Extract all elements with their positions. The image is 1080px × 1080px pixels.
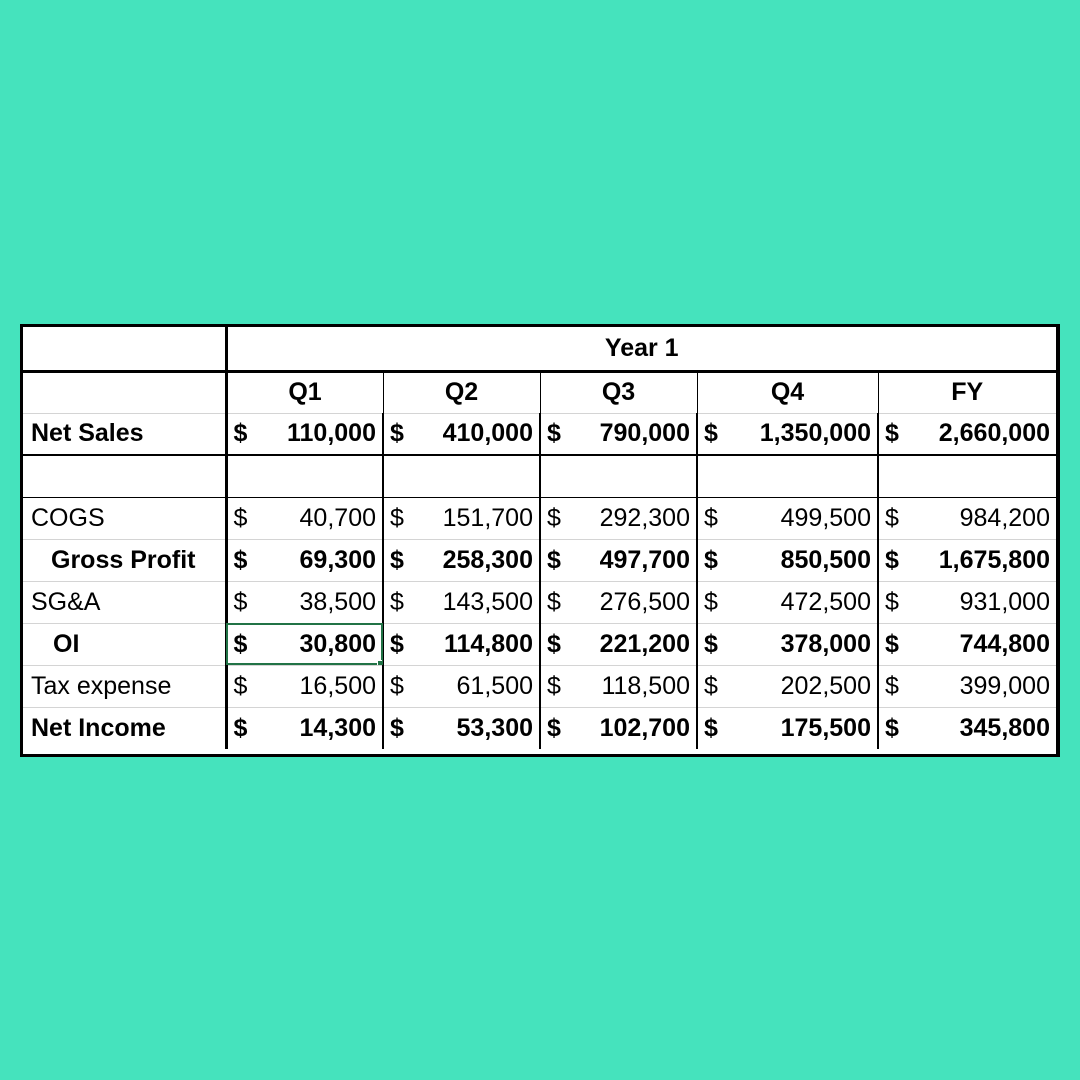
cell-blank-q3[interactable] bbox=[540, 455, 697, 497]
cell-gross-profit-fy[interactable] bbox=[878, 539, 1056, 581]
cell-sga-fy[interactable] bbox=[878, 581, 1056, 623]
currency-symbol: $ bbox=[547, 629, 561, 658]
currency-symbol: $ bbox=[704, 503, 718, 532]
cell-oi-q1-selected[interactable] bbox=[226, 623, 383, 665]
cell-value: 410,000 bbox=[442, 419, 533, 448]
row-tax-expense bbox=[23, 665, 1056, 707]
currency-symbol: $ bbox=[390, 629, 404, 658]
fill-handle[interactable] bbox=[377, 660, 383, 666]
currency-symbol: $ bbox=[390, 587, 404, 616]
cell-sga-q1[interactable] bbox=[226, 581, 383, 623]
cell-net-income-q1[interactable] bbox=[226, 707, 383, 749]
row-label-cogs[interactable]: COGS bbox=[23, 497, 226, 539]
cell-value: 258,300 bbox=[442, 545, 533, 574]
row-label-tax-expense[interactable]: Tax expense bbox=[23, 665, 226, 707]
cell-value: 499,500 bbox=[780, 503, 871, 532]
cell-value: 378,000 bbox=[780, 629, 871, 658]
currency-symbol: $ bbox=[233, 503, 248, 532]
cell-value: 30,800 bbox=[299, 629, 376, 658]
currency-symbol: $ bbox=[233, 629, 248, 658]
cell-value: 202,500 bbox=[780, 671, 871, 700]
currency-symbol: $ bbox=[233, 419, 248, 448]
cell-value: 1,350,000 bbox=[759, 419, 871, 448]
cell-value: 143,500 bbox=[442, 587, 533, 616]
cell-net-sales-q3[interactable] bbox=[540, 413, 697, 455]
currency-symbol: $ bbox=[704, 419, 718, 448]
cell-gross-profit-q3[interactable] bbox=[540, 539, 697, 581]
cell-net-income-fy[interactable] bbox=[878, 707, 1056, 749]
cell-tax-expense-q2[interactable] bbox=[383, 665, 540, 707]
cell-value: 984,200 bbox=[959, 503, 1050, 532]
currency-symbol: $ bbox=[233, 713, 248, 742]
cell-cogs-q2[interactable] bbox=[383, 497, 540, 539]
cell-value: 399,000 bbox=[959, 671, 1050, 700]
row-label-gross-profit[interactable]: Gross Profit bbox=[23, 539, 226, 581]
column-header-q3[interactable]: Q3 bbox=[540, 371, 697, 413]
currency-symbol: $ bbox=[547, 713, 561, 742]
spreadsheet-grid bbox=[20, 324, 1060, 757]
cell-sga-q2[interactable] bbox=[383, 581, 540, 623]
row-oi bbox=[23, 623, 1056, 665]
currency-symbol: $ bbox=[885, 587, 899, 616]
cell-sga-q3[interactable] bbox=[540, 581, 697, 623]
currency-symbol: $ bbox=[885, 713, 899, 742]
currency-symbol: $ bbox=[233, 671, 248, 700]
cell-quarter-label[interactable] bbox=[23, 371, 226, 413]
cell-oi-fy[interactable] bbox=[878, 623, 1056, 665]
year-header[interactable]: Year 1 bbox=[226, 327, 1056, 371]
cell-net-income-q4[interactable] bbox=[697, 707, 878, 749]
currency-symbol: $ bbox=[885, 503, 899, 532]
row-label-net-income[interactable]: Net Income bbox=[23, 707, 226, 749]
cell-value: 61,500 bbox=[456, 671, 533, 700]
cell-value: 16,500 bbox=[299, 671, 376, 700]
row-label-oi[interactable]: OI bbox=[23, 623, 226, 665]
cell-tax-expense-q3[interactable] bbox=[540, 665, 697, 707]
column-header-q1[interactable]: Q1 bbox=[226, 371, 383, 413]
column-header-fy[interactable]: FY bbox=[878, 371, 1056, 413]
row-label-sga[interactable]: SG&A bbox=[23, 581, 226, 623]
cell-value: 118,500 bbox=[601, 671, 690, 700]
cell-value: 102,700 bbox=[599, 713, 690, 742]
cell-blank-q2[interactable] bbox=[383, 455, 540, 497]
cell-value: 292,300 bbox=[599, 503, 690, 532]
cell-tax-expense-q1[interactable] bbox=[226, 665, 383, 707]
currency-symbol: $ bbox=[885, 545, 899, 574]
cell-net-sales-q2[interactable] bbox=[383, 413, 540, 455]
column-header-q4[interactable]: Q4 bbox=[697, 371, 878, 413]
row-net-sales bbox=[23, 413, 1056, 455]
currency-symbol: $ bbox=[390, 503, 404, 532]
currency-symbol: $ bbox=[704, 629, 718, 658]
cell-value: 276,500 bbox=[599, 587, 690, 616]
cell-value: 110,000 bbox=[287, 419, 376, 448]
cell-net-sales-q4[interactable] bbox=[697, 413, 878, 455]
cell-tax-expense-q4[interactable] bbox=[697, 665, 878, 707]
cell-net-income-q2[interactable] bbox=[383, 707, 540, 749]
currency-symbol: $ bbox=[885, 671, 899, 700]
cell-value: 345,800 bbox=[959, 713, 1050, 742]
currency-symbol: $ bbox=[547, 545, 561, 574]
column-header-q2[interactable]: Q2 bbox=[383, 371, 540, 413]
currency-symbol: $ bbox=[704, 713, 718, 742]
currency-symbol: $ bbox=[547, 503, 561, 532]
currency-symbol: $ bbox=[704, 671, 718, 700]
cell-net-sales-fy[interactable] bbox=[878, 413, 1056, 455]
cell-blank-q1[interactable] bbox=[226, 455, 383, 497]
row-cogs bbox=[23, 497, 1056, 539]
currency-symbol: $ bbox=[233, 587, 248, 616]
cell-value: 114,800 bbox=[444, 629, 533, 658]
cell-cogs-q3[interactable] bbox=[540, 497, 697, 539]
cell-value: 151,700 bbox=[442, 503, 533, 532]
currency-symbol: $ bbox=[547, 419, 561, 448]
cell-value: 40,700 bbox=[299, 503, 376, 532]
cell-value: 790,000 bbox=[599, 419, 690, 448]
cell-tax-expense-fy[interactable] bbox=[878, 665, 1056, 707]
cell-value: 744,800 bbox=[959, 629, 1050, 658]
cell-value: 38,500 bbox=[299, 587, 376, 616]
cell-net-sales-q1[interactable] bbox=[226, 413, 383, 455]
cell-value: 69,300 bbox=[299, 545, 376, 574]
row-label-blank[interactable] bbox=[23, 455, 226, 497]
row-blank bbox=[23, 455, 1056, 497]
cell-value: 53,300 bbox=[456, 713, 533, 742]
currency-symbol: $ bbox=[390, 671, 404, 700]
currency-symbol: $ bbox=[885, 629, 899, 658]
row-label-net-sales[interactable]: Net Sales bbox=[23, 413, 226, 455]
cell-value: 850,500 bbox=[780, 545, 871, 574]
currency-symbol: $ bbox=[390, 545, 404, 574]
cell-value: 472,500 bbox=[780, 587, 871, 616]
row-net-income bbox=[23, 707, 1056, 749]
cell-value: 1,675,800 bbox=[938, 545, 1050, 574]
cell-oi-q4[interactable] bbox=[697, 623, 878, 665]
cell-value: 931,000 bbox=[959, 587, 1050, 616]
cell-corner[interactable] bbox=[23, 327, 226, 371]
cell-value: 221,200 bbox=[599, 629, 690, 658]
cell-value: 2,660,000 bbox=[938, 419, 1050, 448]
cell-cogs-q1[interactable] bbox=[226, 497, 383, 539]
income-statement-table bbox=[23, 327, 1056, 749]
currency-symbol: $ bbox=[885, 419, 899, 448]
row-sga bbox=[23, 581, 1056, 623]
cell-net-income-q3[interactable] bbox=[540, 707, 697, 749]
currency-symbol: $ bbox=[390, 713, 404, 742]
cell-gross-profit-q2[interactable] bbox=[383, 539, 540, 581]
cell-value: 497,700 bbox=[599, 545, 690, 574]
cell-cogs-fy[interactable] bbox=[878, 497, 1056, 539]
cell-gross-profit-q4[interactable] bbox=[697, 539, 878, 581]
row-gross-profit bbox=[23, 539, 1056, 581]
currency-symbol: $ bbox=[547, 671, 561, 700]
currency-symbol: $ bbox=[390, 419, 404, 448]
cell-oi-q3[interactable] bbox=[540, 623, 697, 665]
cell-value: 175,500 bbox=[780, 713, 871, 742]
currency-symbol: $ bbox=[704, 587, 718, 616]
cell-gross-profit-q1[interactable] bbox=[226, 539, 383, 581]
cell-blank-fy[interactable] bbox=[878, 455, 1056, 497]
currency-symbol: $ bbox=[547, 587, 561, 616]
cell-value: 14,300 bbox=[299, 713, 376, 742]
currency-symbol: $ bbox=[704, 545, 718, 574]
cell-blank-q4[interactable] bbox=[697, 455, 878, 497]
cell-cogs-q4[interactable] bbox=[697, 497, 878, 539]
cell-oi-q2[interactable] bbox=[383, 623, 540, 665]
currency-symbol: $ bbox=[233, 545, 248, 574]
cell-sga-q4[interactable] bbox=[697, 581, 878, 623]
